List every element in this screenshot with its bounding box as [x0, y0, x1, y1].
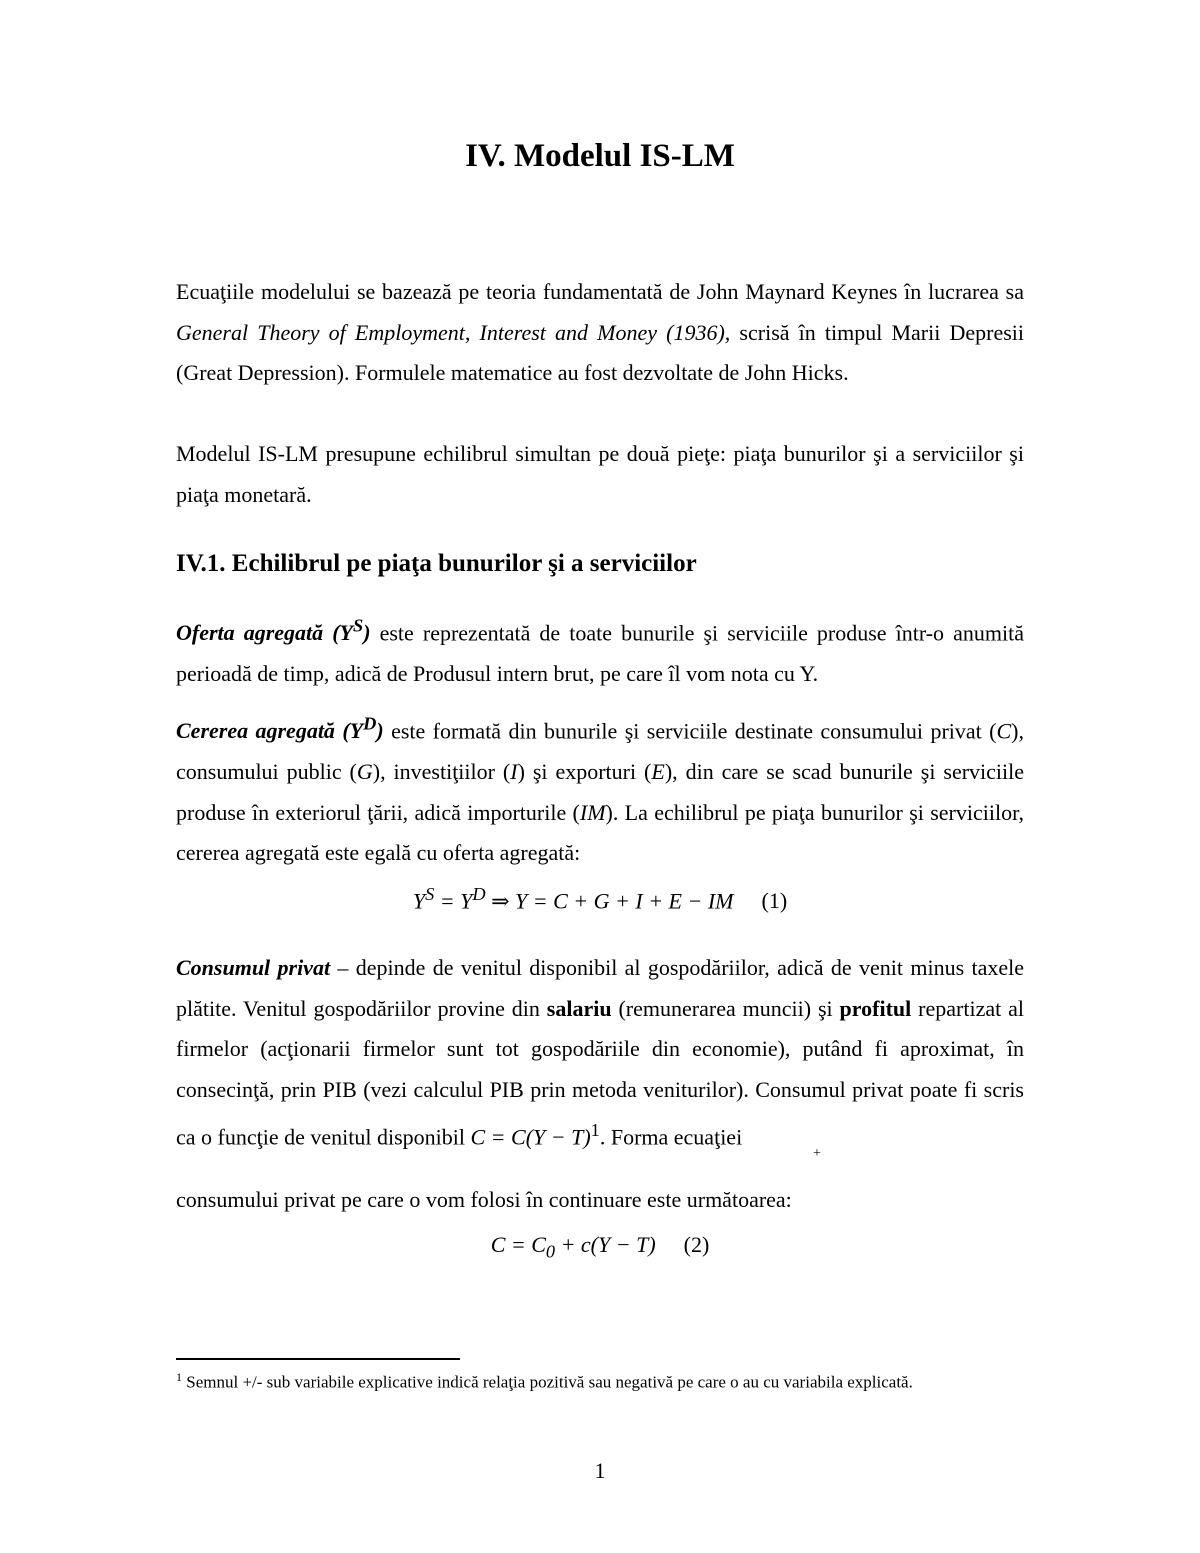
eq2-b: + c(Y − T) — [555, 1232, 656, 1257]
var-im: IM — [579, 799, 606, 825]
var-g: G — [356, 758, 373, 784]
cererea-paragraph — [176, 704, 1024, 874]
consum-text-a: – depinde de venitul disponibil al gospodăriilor, adică de venit minus taxele plătite. Venitul gospodăriilor provine din — [176, 955, 1024, 1021]
intro-paragraph-2: Modelul IS-LM presupune echilibrul simultan pe două pieţe: piaţa bunurilor şi a serviciilor şi piaţa monetară. — [176, 441, 1024, 507]
footnote-separator — [176, 1358, 460, 1360]
oferta-text: este reprezentată de toate bunurile şi serviciile produse într-o anumită perioadă de timp, adică de Produsul intern brut, pe care îl vom nota cu Y. — [176, 620, 1024, 686]
eq2-a: C = C — [490, 1232, 546, 1257]
intro-text-2: scrisă în timpul Marii Depresii (Great Depression). Formulele matematice au fost dezvoltate de John Hicks. — [176, 319, 1024, 386]
var-i: I — [510, 758, 518, 784]
section-heading: IV.1. Echilibrul pe piaţa bunurilor şi a serviciilor — [176, 550, 697, 577]
var-c: C — [996, 718, 1012, 744]
equation-2-number: (2) — [683, 1232, 710, 1257]
equation-1 — [0, 884, 1200, 914]
footnote-ref[interactable]: 1 — [590, 1120, 600, 1141]
consum-paragraph — [176, 948, 1024, 1158]
equation-2 — [0, 1232, 1200, 1262]
cererea-term-text: Cererea agregată (Y — [176, 718, 364, 744]
oferta-term-close: ) — [363, 620, 371, 646]
cererea-term — [176, 714, 384, 744]
eq1-lhs: Y — [412, 888, 426, 914]
oferta-term — [176, 616, 371, 646]
equation-1-number: (1) — [761, 888, 788, 914]
cererea-text-a: este formată din bunurile şi serviciile destinate consumului privat ( — [383, 718, 997, 744]
page-title: IV. Modelul IS-LM — [465, 138, 735, 174]
oferta-term-text: Oferta agregată (Y — [176, 620, 353, 646]
intro-paragraph-1 — [176, 272, 1024, 394]
cererea-text-e: ), din care se scad bunurile şi serviciile produse în exteriorul ţării, adică importurile ( — [176, 758, 1025, 825]
cererea-text-b: ), consumului public ( — [176, 718, 1024, 784]
page-number: 1 — [594, 1458, 606, 1483]
eq1-rhs: ⇒ Y = C + G + I + E − IM — [485, 888, 734, 914]
eq2-sub: 0 — [545, 1241, 556, 1262]
cererea-term-close: ) — [376, 718, 384, 744]
cererea-term-sup: D — [363, 714, 377, 734]
cererea-text-c: ), investiţiilor ( — [372, 758, 511, 784]
consum-term: Consumul privat — [176, 955, 331, 980]
eq1-mid-sup: D — [472, 884, 486, 904]
cererea-text-f: ). La echilibrul pe piaţa bunurilor şi serviciilor, cererea agregată este egală cu oferta agregată: — [176, 799, 1025, 866]
eq1-mid: = Y — [434, 888, 473, 914]
footnote-marker: 1 — [176, 1370, 182, 1384]
consum-text-b: (remunerarea muncii) şi — [611, 995, 840, 1021]
var-e: E — [651, 758, 665, 784]
footnote-text: Semnul +/- sub variabile explicative indică relaţia pozitivă sau negativă pe care o au cu variabila explicată. — [182, 1372, 913, 1392]
positive-sign-marker: + — [813, 1146, 821, 1161]
consum-formula: C = C(Y − T) — [470, 1124, 591, 1150]
consum-continuation: consumului privat pe care o vom folosi în continuare este următoarea: — [176, 1187, 792, 1212]
salariu-word: salariu — [546, 995, 612, 1021]
profitul-word: profitul — [839, 995, 912, 1021]
book-title: General Theory of Employment, Interest and Money (1936), — [176, 319, 731, 345]
intro-text-1: Ecuaţiile modelului se bazează pe teoria fundamentată de John Maynard Keynes în lucrarea sa — [176, 279, 1024, 304]
consum-text-c: repartizat al firmelor (acţionarii firmelor sunt tot gospodăriile din economie), putând fi aproximat, în consecinţă, prin PIB (vezi calculul PIB prin metoda veniturilor). Consumul privat poate fi scris ca o funcţie de venitul disponibil — [176, 995, 1024, 1150]
oferta-term-sup: S — [353, 616, 364, 636]
cererea-text-d: ) şi exporturi ( — [517, 758, 652, 784]
footnote — [176, 1366, 1024, 1394]
consum-text-d: . Forma ecuaţiei — [599, 1124, 743, 1150]
oferta-paragraph — [176, 606, 1024, 695]
eq1-lhs-sup: S — [425, 884, 435, 904]
